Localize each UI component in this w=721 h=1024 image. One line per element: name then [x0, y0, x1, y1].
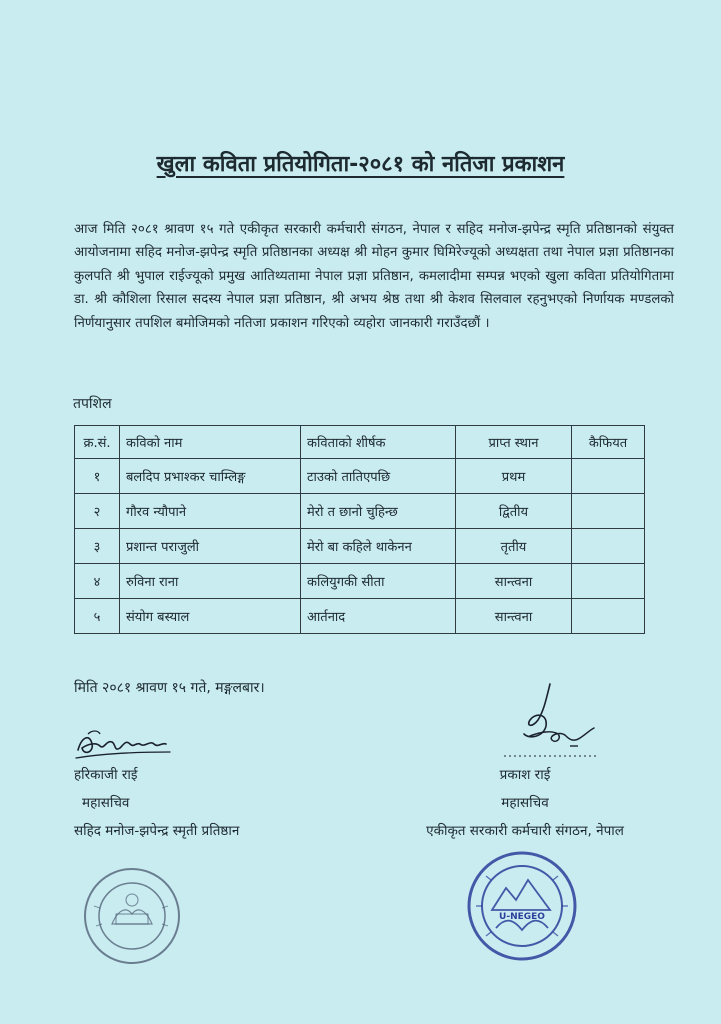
- table-row: [75, 494, 645, 529]
- cell-remarks: [572, 529, 645, 564]
- cell-poet-name: प्रशान्त पराजुली: [120, 529, 301, 564]
- table-row: [75, 459, 645, 494]
- cell-position: सान्त्वना: [456, 599, 572, 634]
- cell-serial: ५: [75, 599, 120, 634]
- signatory-right-role: महासचिव: [501, 795, 549, 811]
- cell-poet-name: गौरव न्यौपाने: [120, 494, 301, 529]
- cell-serial: २: [75, 494, 120, 529]
- cell-remarks: [572, 599, 645, 634]
- cell-position: द्वितीय: [456, 494, 572, 529]
- signatory-left-org: सहिद मनोज-झपेन्द्र स्मृती प्रतिष्ठान: [74, 823, 240, 839]
- cell-position: सान्त्वना: [456, 564, 572, 599]
- table-row: [75, 529, 645, 564]
- cell-remarks: [572, 494, 645, 529]
- header-remarks: कैफियत: [572, 426, 645, 459]
- cell-position: तृतीय: [456, 529, 572, 564]
- header-poem-title: कविताको शीर्षक: [301, 426, 456, 459]
- cell-serial: १: [75, 459, 120, 494]
- signatory-left: [74, 765, 239, 849]
- cell-remarks: [572, 564, 645, 599]
- cell-remarks: [572, 459, 645, 494]
- signatory-left-name: हरिकाजी राई: [74, 767, 138, 783]
- seal-right: [466, 850, 578, 962]
- cell-serial: ४: [75, 564, 120, 599]
- cell-poet-name: बलदिप प्रभाश्कर चाम्लिङ्ग: [120, 459, 301, 494]
- cell-poem-title: टाउको तातिएपछि: [301, 459, 456, 494]
- date-line: मिति २०८१ श्रावण १५ गते, मङ्गलबार।: [74, 680, 265, 696]
- results-table: [74, 425, 645, 634]
- cell-position: प्रथम: [456, 459, 572, 494]
- cell-poet-name: रुविना राना: [120, 564, 301, 599]
- signatory-left-role: महासचिव: [82, 795, 130, 811]
- header-serial: क्र.सं.: [75, 426, 120, 459]
- signature-right: [500, 680, 600, 770]
- seal-left: [82, 866, 182, 966]
- signature-left: [70, 722, 180, 764]
- cell-poem-title: कलियुगकी सीता: [301, 564, 456, 599]
- signatory-right: [408, 765, 642, 849]
- table-row: [75, 564, 645, 599]
- table-header-row: [75, 426, 645, 459]
- table-row: [75, 599, 645, 634]
- document-title: खुला कविता प्रतियोगिता-२०८१ को नतिजा प्रकाशन: [156, 152, 565, 177]
- cell-poem-title: मेरो त छानो चुहिन्छ: [301, 494, 456, 529]
- section-label: तपशिल: [73, 396, 112, 412]
- header-poet-name: कविको नाम: [120, 426, 301, 459]
- signatory-right-name: प्रकाश राई: [499, 767, 551, 783]
- cell-poet-name: संयोग बस्याल: [120, 599, 301, 634]
- cell-poem-title: मेरो बा कहिले थाकेनन: [301, 529, 456, 564]
- cell-serial: ३: [75, 529, 120, 564]
- seal-right-inner-text: U-NEGEO: [499, 912, 545, 922]
- body-paragraph: आज मिति २०८१ श्रावण १५ गते एकीकृत सरकारी कर्मचारी संगठन, नेपाल र सहिद मनोज-झपेन्द्र स्मृति प्रतिष्ठानको संयुक्त आयोजनामा सहिद मनोज-झपेन्द्र स्मृति प्रतिष्ठानका अध्यक्ष श्री मोहन कुमार घिमिरेज्यूको अध्यक्षता तथा नेपाल प्रज्ञा प्रतिष्ठानका कुलपति श्री भुपाल राईज्यूको प्रमुख आतिथ्यतामा नेपाल प्रज्ञा प्रतिष्ठान, कमलादीमा सम्पन्न भएको खुला कविता प्रतियोगितामा डा. श्री कौशिला रिसाल सदस्य नेपाल प्रज्ञा प्रतिष्ठान, श्री अभय श्रेष्ठ तथा श्री केशव सिलवाल रहनुभएको निर्णायक मण्डलको निर्णयानुसार तपशिल बमोजिमको नतिजा प्रकाशन गरिएको व्यहोरा जानकारी गराउँदछौं ।: [74, 222, 674, 331]
- cell-poem-title: आर्तनाद: [301, 599, 456, 634]
- signatory-right-org: एकीकृत सरकारी कर्मचारी संगठन, नेपाल: [426, 823, 624, 839]
- header-position: प्राप्त स्थान: [456, 426, 572, 459]
